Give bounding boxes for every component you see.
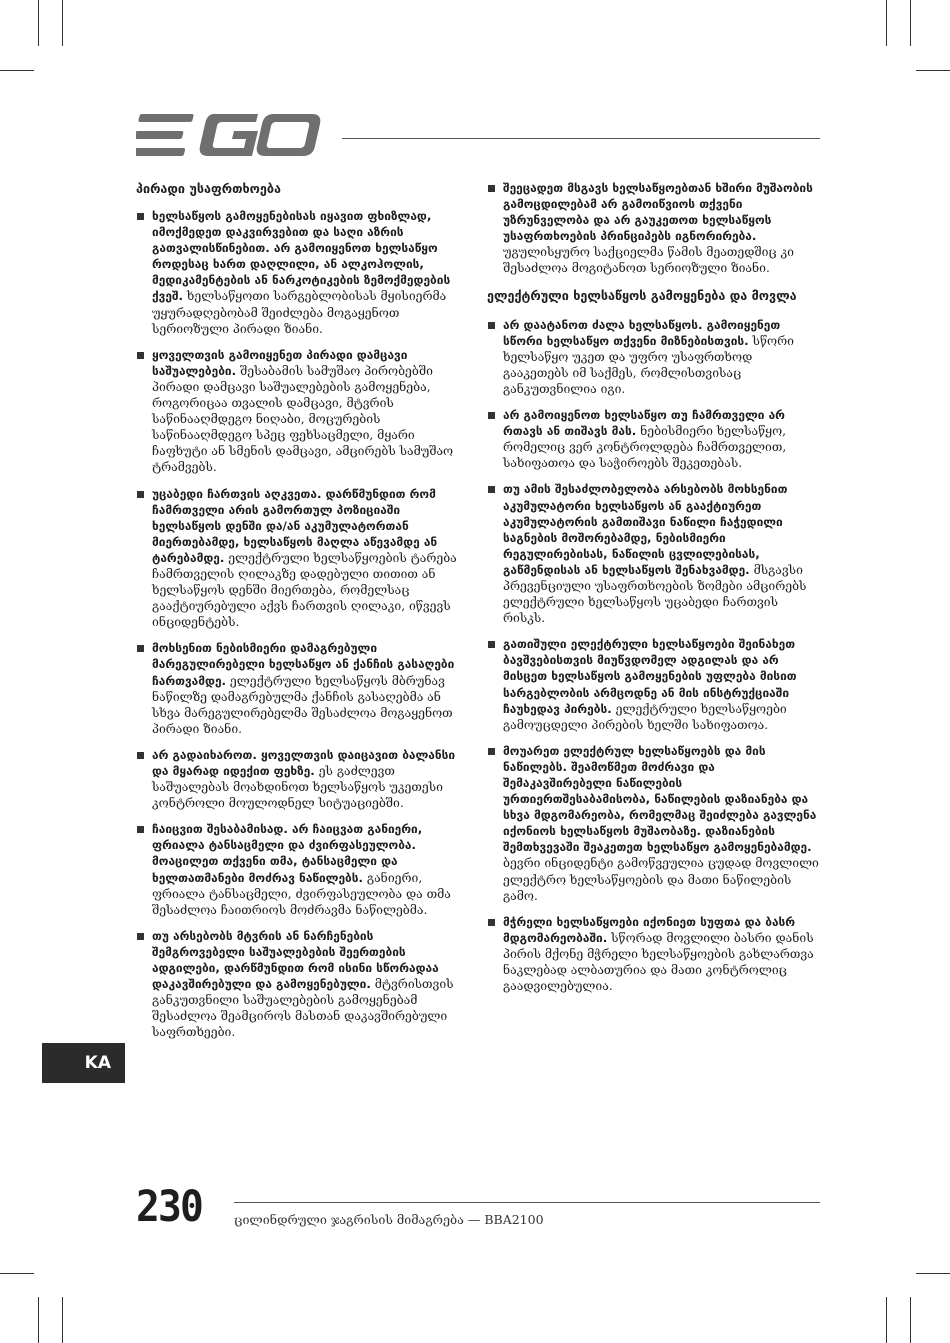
- crop-mark: [0, 1273, 34, 1274]
- right-column: [487, 180, 820, 1004]
- list-item: [487, 914, 820, 994]
- crop-mark: [886, 1297, 887, 1343]
- bullet-list: [487, 180, 820, 277]
- crop-mark: [38, 1297, 39, 1343]
- item-text: ეს გაძლევთ საშუალებას მოახდინოთ ხელსაწყოს უკეთესი კონტროლი მოულოდნელ სიტუაციებში.: [152, 764, 443, 811]
- crop-mark: [916, 70, 950, 71]
- footer-product-title: ცილინდრული ჯაგრისის მიმაგრება — BBA2100: [234, 1212, 544, 1227]
- bullet-list: [487, 317, 820, 995]
- item-text: ნებისმიერი ხელსაწყო, რომელიც ვერ კონტროლდება ჩამრთველით, სახიფათოა და საჭიროებს შეკეთებას.: [503, 424, 787, 471]
- ego-logo: [136, 114, 322, 156]
- crop-mark: [62, 1297, 63, 1343]
- item-text: მსგავსი პრევენციული უსაფრთხოების ზომები ამცირებს ელექტრული ხელსაწყოს უცაბედი ჩართვის რისკს.: [503, 562, 807, 626]
- footer-rule: [234, 1202, 820, 1203]
- crop-mark: [916, 1273, 950, 1274]
- item-bold: ჩაიცვით შესაბამისად. არ ჩაიცვათ განიერი, ფრიალა ტანსაცმელი და ძვირფასეულობა. მოაცილეთ თქვენი თმა, ტანსაცმელი და ხელთათმანები მოძრავ ნაწილებს.: [152, 822, 423, 885]
- list-item: [136, 208, 466, 337]
- item-text: სწორად მოვლილი ბასრი დანის პირის მქონე მჭრელი ხელსაწყოების გახლართვა ნაკლებად ალბათურია და მათი კონტროლიც გაადვილებულია.: [503, 930, 814, 994]
- list-item: [487, 180, 820, 277]
- crop-mark: [910, 1297, 911, 1343]
- item-text: უგულისყურო საქციელმა წამის მეათედშიც კი შესაძლოა მოგიტანოთ სერიოზული ზიანი.: [503, 245, 794, 276]
- item-text: ელექტრული ხელსაწყოს მბრუნავ ნაწილზე დამაგრებულმა ქანჩის გასაღებმა ან სხვა მარეგულირებელმა შესაძლოა მოგაყენოთ პირადი ზიანი.: [152, 673, 453, 736]
- list-item: [487, 743, 820, 904]
- section-heading-power-tool-use: ელექტრული ხელსაწყოს გამოყენება და მოვლა: [487, 287, 797, 303]
- section-heading-personal-safety: პირადი უსაფრთხოება: [136, 181, 281, 196]
- left-column: [136, 180, 466, 1051]
- item-bold: ყოველთვის გამოიყენეთ პირადი დამცავი საშუალებები.: [152, 347, 408, 378]
- item-bold: არ გამოიყენოთ ხელსაწყო თუ ჩამრთველი არ რთავს ან თიშავს მას.: [503, 408, 785, 439]
- item-bold: მოხსენით ნებისმიერი დამაგრებული მარეგულირებელი ხელსაწყო ან ქანჩის გასაღები ჩართვამდე.: [152, 641, 455, 688]
- list-item: [136, 486, 466, 631]
- item-bold: შეეცადეთ მსგავს ხელსაწყოებთან ხშირი მუშაობის გამოცდილებამ არ გამოიწვიოს თქვენი უზრუნველობა და არ გაუკეთოთ ხელსაწყოს უსაფრთხოების პრინციპებს იგნორირება.: [503, 181, 813, 244]
- crop-mark: [910, 0, 911, 46]
- item-text: ელექტრული ხელსაწყოების ტარება ჩამრთველის ღილაკზე დადებული თითით ან ხელსაწყოს დენში მიერთება, რომელსაც გააქტიურებული აქვს ჩართვის ღილაკი, იწვევს ინციდენტებს.: [152, 550, 457, 630]
- item-text: ბევრი ინციდენტი გამოწვეულია ცუდად მოვლილი ელექტრო ხელსაწყოების და მათი ნაწილების გამო.: [503, 856, 819, 903]
- list-item: [136, 747, 466, 811]
- item-text: ელექტრული ხელსაწყოები გამოუცდელი პირების ხელში სახიფათოა.: [503, 701, 787, 732]
- header-rule: [342, 138, 820, 139]
- crop-mark: [0, 70, 34, 71]
- list-item: [487, 317, 820, 397]
- language-tab: KA: [42, 1043, 125, 1083]
- item-bold: არ გადაიხაროთ. ყოველთვის დაიცავით ბალანსი და მყარად იდექით ფეხზე.: [152, 747, 456, 778]
- page-number: 230: [136, 1182, 202, 1232]
- list-item: [136, 347, 466, 476]
- list-item: [136, 640, 466, 737]
- item-text: ხელსაწყოთი სარგებლობისას მყისიერმა უყურადღებობამ შეიძლება მოგაყენოთ სერიოზული პირადი ზიანი.: [152, 289, 447, 336]
- list-item: [487, 407, 820, 471]
- item-bold: გათიშული ელექტრული ხელსაწყოები შეინახეთ ბავშვებისთვის მიუწვდომელ ადგილას და არ მისცეთ ხელსაწყოს გამოყენების უფლება მისით სარგებლობის არმცოდნე ან მის ინსტრუქციაში ჩაუხედავ პირებს.: [503, 637, 797, 716]
- crop-mark: [38, 0, 39, 46]
- item-bold: უცაბედი ჩართვის აღკვეთა. დარწმუნდით რომ ჩამრთველი არის გამორთულ პოზიციაში ხელსაწყოს დენში და/ან აკუმულატორთან მიერთებამდე, ხელსაწყოს მაღლა აწევამდე ან ტარებამდე.: [152, 486, 438, 565]
- item-bold: არ დაატანოთ ძალა ხელსაწყოს. გამოიყენეთ სწორი ხელსაწყო თქვენი მიზნებისთვის.: [503, 317, 781, 348]
- list-item: [136, 928, 466, 1041]
- crop-mark: [886, 0, 887, 46]
- item-text: სწორი ხელსაწყო უკეთ და უფრო უსაფრთხოდ გააკეთებს იმ საქმეს, რომლისთვისაც განკუთვნილია იგი.: [503, 333, 794, 396]
- list-item: [136, 821, 466, 918]
- bullet-list: [136, 208, 466, 1041]
- item-bold: ხელსაწყოს გამოყენებისას იყავით ფხიზლად, იმოქმედეთ დაკვირვებით და საღი აზრის გათვალისწინებით. არ გამოიყენოთ ხელსაწყო როდესაც ხართ დაღლილი, ან ალკოჰოლის, მედიკამენტების ან ნარკოტიკების ზემოქმედების ქვეშ.: [152, 209, 451, 304]
- item-text: მტვრისთვის განკუთვნილი საშუალებების გამოყენებამ შესაძლოა შეამციროს მასთან დაკავშირებული საფრთხეები.: [152, 977, 454, 1040]
- item-bold: თუ არსებობს მტვრის ან ნარჩენების შემგროვებელი საშუალებების შეერთების ადგილები, დარწმუნდით რომ ისინი სწორადაა დაკავშირებული და გამოყენებული.: [152, 928, 439, 992]
- crop-mark: [62, 0, 63, 46]
- list-item: [487, 481, 820, 626]
- item-bold: მოუარეთ ელექტრულ ხელსაწყოებს და მის ნაწილებს. შეამოწმეთ მოძრავი და შემაკავშირებელი ნაწილების ურთიერთშესაბამისობა, ნაწილების დაზიანება და სხვა მდგომარეობა, რომელმაც შეიძლება გავლენა იქონიოს ხელსაწყოს მუშაობაზე. დაზიანების შემთხვევაში შეაკეთეთ ხელსაწყო გამოყენებამდე.: [503, 743, 817, 855]
- list-item: [487, 636, 820, 733]
- item-bold: მჭრელი ხელსაწყოები იქონიეთ სუფთა და ბასრ მდგომარეობაში.: [503, 914, 796, 945]
- item-text: განიერი, ფრიალა ტანსაცმელი, ძვირფასეულობა და თმა შესაძლოა ჩაითრიოს მოძრავმა ნაწილებმა.: [152, 870, 451, 917]
- item-text: შესაბამის სამუშაო პირობებში პირადი დამცავი საშუალებების გამოყენება, როგორიცაა თვალის დამცავი, მტვრის საწინააღმდეგო ნიღაბი, მოცურების საწინააღმდეგო სპეც ფეხსაცმელი, მყარი ჩაფხუტი ან სმენის დამცავი, ამცირებს სამუშაო ტრამვებს.: [152, 363, 454, 475]
- item-bold: თუ ამის შესაძლობელობა არსებობს მოხსენით აკუმულატორი ხელსაწყოს ან გააქტიურეთ აკუმულატორის გამთიშავი ნაწილი ჩაჭედილი საგნების მოშორებამდე, ნებისმიერი რეგულირებისას, ნაწილის ცვლილებისას, გაწმენდისას ან ხელსაწყოს შენახვამდე.: [503, 482, 788, 577]
